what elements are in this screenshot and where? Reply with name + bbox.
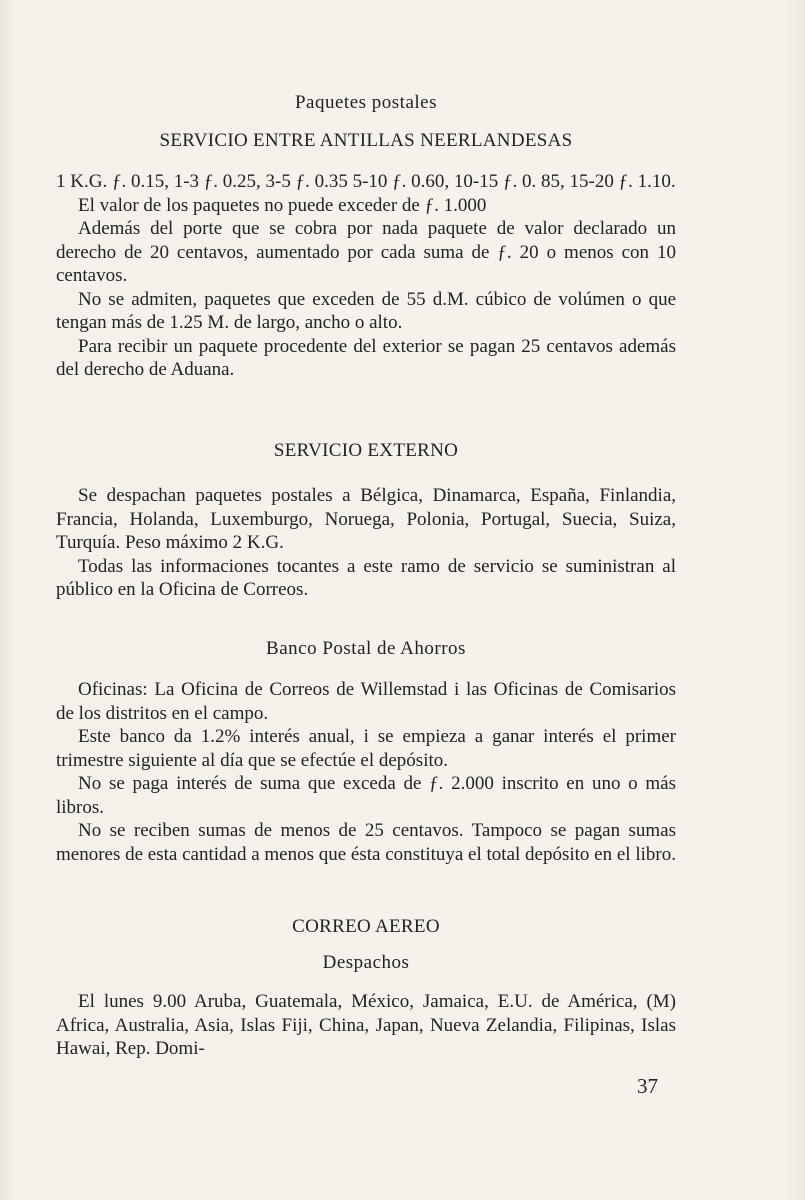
section-aereo-subtitle-block <box>56 952 676 974</box>
section-title-banco: Banco Postal de Ahorros <box>266 638 466 659</box>
running-title-block <box>56 92 676 114</box>
section-title-antillas: SERVICIO ENTRE ANTILLAS NEERLANDESAS <box>159 130 573 151</box>
section-banco-body <box>56 678 676 866</box>
section-subtitle-despachos: Despachos <box>322 952 410 973</box>
section-antillas-body <box>56 170 676 382</box>
paragraph: Se despachan paquetes postales a Bélgica, Dinamarca, España, Finlandia, Francia, Holanda, Luxemburgo, Noruega, Polonia, Portugal, Suecia, Suiza, Turquía. Peso máximo 2 K.G. <box>56 485 676 553</box>
paragraph: El lunes 9.00 Aruba, Guatemala, México, Jamaica, E.U. de América, (M) Africa, Australia, Asia, Islas Fiji, China, Japan, Nueva Zelandia, Filipinas, Islas Hawai, Rep. Domi- <box>56 991 676 1059</box>
rates-paragraph: 1 K.G. ƒ. 0.15, 1-3 ƒ. 0.25, 3-5 ƒ. 0.35 5-10 ƒ. 0.60, 10-15 ƒ. 0. 85, 15-20 ƒ. 1.10. <box>56 171 676 192</box>
paragraph: No se paga interés de suma que exceda de ƒ. 2.000 inscrito en uno o más libros. <box>56 773 676 818</box>
section-externo-body <box>56 484 676 602</box>
section-title-externo: SERVICIO EXTERNO <box>273 440 459 461</box>
running-title: Paquetes postales <box>294 92 437 113</box>
section-banco <box>56 638 676 660</box>
paragraph: Además del porte que se cobra por nada paquete de valor declarado un derecho de 20 centavos, aumentado por cada suma de ƒ. 20 o menos con 10 centavos. <box>56 218 676 286</box>
paragraph: Todas las informaciones tocantes a este ramo de servicio se suministran al público en la Oficina de Correos. <box>56 555 676 600</box>
paragraph: No se reciben sumas de menos de 25 centavos. Tampoco se pagan sumas menores de esta cantidad a menos que ésta constituya el total depósito en el libro. <box>56 820 676 865</box>
section-title-aereo: CORREO AEREO <box>292 916 440 937</box>
section-aereo <box>56 916 676 938</box>
paragraph: El valor de los paquetes no puede exceder de ƒ. 1.000 <box>78 194 487 216</box>
section-antillas <box>56 130 676 152</box>
section-aereo-body <box>56 990 676 1061</box>
page-number: 37 <box>637 1074 658 1098</box>
paragraph: Para recibir un paquete procedente del exterior se pagan 25 centavos además del derecho de Aduana. <box>56 335 676 380</box>
paragraph: Oficinas: La Oficina de Correos de Willemstad i las Oficinas de Comisarios de los distritos en el campo. <box>56 679 676 724</box>
section-externo <box>56 440 676 462</box>
paragraph: Este banco da 1.2% interés anual, i se empieza a ganar interés el primer trimestre siguiente al día que se efectúe el depósito. <box>56 726 676 771</box>
paragraph: No se admiten, paquetes que exceden de 55 d.M. cúbico de volúmen o que tengan más de 1.25 M. de largo, ancho o alto. <box>56 288 676 333</box>
